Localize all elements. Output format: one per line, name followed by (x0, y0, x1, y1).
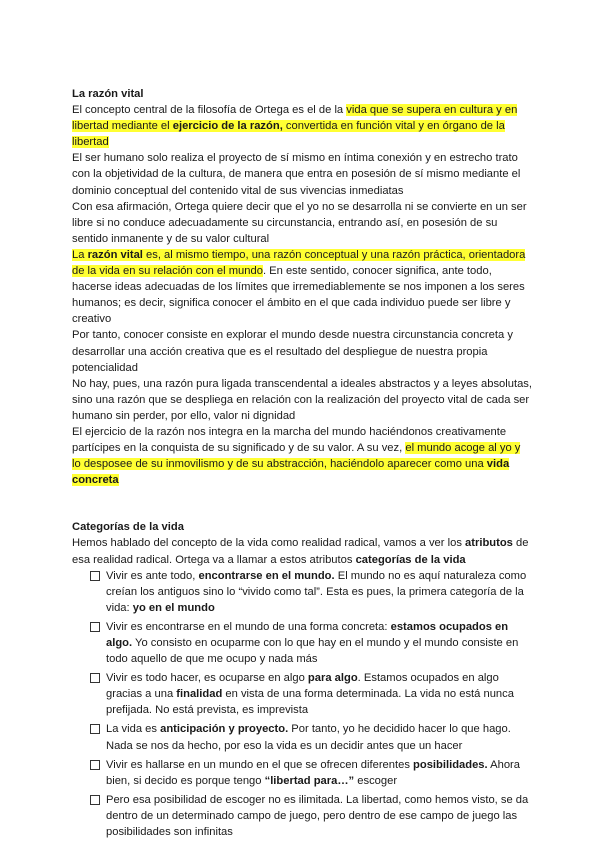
checkbox[interactable] (90, 571, 100, 581)
section-spacer (72, 488, 532, 519)
document-page (72, 86, 532, 843)
section-heading-categorias: Categorías de la vida (72, 521, 184, 534)
paragraph-3: Con esa afirmación, Ortega quiere decir que el yo no se desarrolla ni se convierte en un ser libre si no conduce adecuadamente su circunstancia, entrando así, en posesión de su sentido inmanente y de su valor cultural (72, 200, 527, 245)
paragraph-6: No hay, pues, una razón pura ligada transcendental a ideales abstractos y a leyes absolutas, sino una razón que se despliega en relación con la realización del proyecto vital de cada ser humano sin perder, por ello, valor ni dignidad (72, 377, 533, 422)
checkbox[interactable] (90, 760, 100, 770)
paragraph-2: El ser humano solo realiza el proyecto de sí mismo en íntima conexión y en estrecho trato con la objetividad de la cultura, de manera que entra en posesión de sí mismo mediante el dominio conceptual del contenido vital de sus vivencias inmediatas (72, 152, 521, 197)
checklist-item: Vivir es hallarse en un mundo en el que se ofrecen diferentes posibilidades. Ahora bien, si decido es porque tengo “libertad para…” escoger (90, 757, 532, 789)
checkbox[interactable] (90, 724, 100, 734)
paragraph-1: El concepto central de la filosofía de Ortega es el de la vida que se supera en cultura y en libertad mediante el ejercicio de la razón, convertida en función vital y en órgano de la libertad (72, 104, 518, 149)
section-heading-razon-vital: La razón vital (72, 88, 144, 100)
checklist-item: Pero esa posibilidad de escoger no es ilimitada. La libertad, como hemos visto, se da dentro de un determinado campo de juego, pero dentro de ese campo de juego las posibilidades son infinitas (90, 792, 532, 840)
highlight: vida que se supera en cultura y en libertad mediante el ejercicio de la razón, convertida en función vital y en órgano de la libertad (72, 104, 518, 149)
paragraph-7: El ejercicio de la razón nos integra en la marcha del mundo haciéndonos creativamente partícipes en la conquista de su significado y de su valor. A su vez, el mundo acoge al yo y lo desposee de su inmovilismo y de su abstracción, haciéndolo aparecer como una vida concreta (72, 425, 521, 487)
highlight: La razón vital es, al mismo tiempo, una razón conceptual y una razón práctica, orientadora de la vida en su relación con el mundo (72, 248, 526, 278)
highlight: el mundo acoge al yo y lo desposee de su inmovilismo y de su abstracción, haciéndolo aparecer como una vida concreta (72, 442, 521, 487)
checklist (72, 568, 532, 841)
checklist-item: Vivir es todo hacer, es ocuparse en algo para algo. Estamos ocupados en algo gracias a una finalidad en vista de una forma determinada. La vida no está nunca prefijada. No está prevista, es imprevista (90, 670, 532, 718)
checkbox[interactable] (90, 795, 100, 805)
checklist-item: La vida es anticipación y proyecto. Por tanto, yo he decidido hacer lo que hago. Nada se nos da hecho, por eso la vida es un decidir antes que un hacer (90, 721, 532, 753)
checkbox[interactable] (90, 622, 100, 632)
checkbox[interactable] (90, 673, 100, 683)
checklist-item: Vivir es ante todo, encontrarse en el mundo. El mundo no es aquí naturaleza como creían los antiguos sino lo “vivido como tal”. Esta es pues, la primera categoría de la vida: yo en el mundo (90, 568, 532, 616)
checklist-item: Vivir es encontrarse en el mundo de una forma concreta: estamos ocupados en algo. Yo consisto en ocuparme con lo que hay en el mundo y el mundo consiste en todo aquello de que me ocupo y nada más (90, 619, 532, 667)
paragraph-4: La razón vital es, al mismo tiempo, una razón conceptual y una razón práctica, orientadora de la vida en su relación con el mundo. En este sentido, conocer significa, ante todo, hacerse ideas adecuadas de los límites que irremediablemente se nos imponen a los seres humanos; es decir, significa conocer el ámbito en el que cada individuo puede ser libre y creativo (72, 248, 526, 326)
paragraph-5: Por tanto, conocer consiste en explorar el mundo desde nuestra circunstancia concreta y desarrollar una acción creativa que es el resultado del despliegue de nuestra propia potencialidad (72, 329, 513, 374)
categorias-intro: Hemos hablado del concepto de la vida como realidad radical, vamos a ver los atributos de esa realidad radical. Ortega va a llamar a estos atributos categorías de la vida (72, 537, 529, 566)
